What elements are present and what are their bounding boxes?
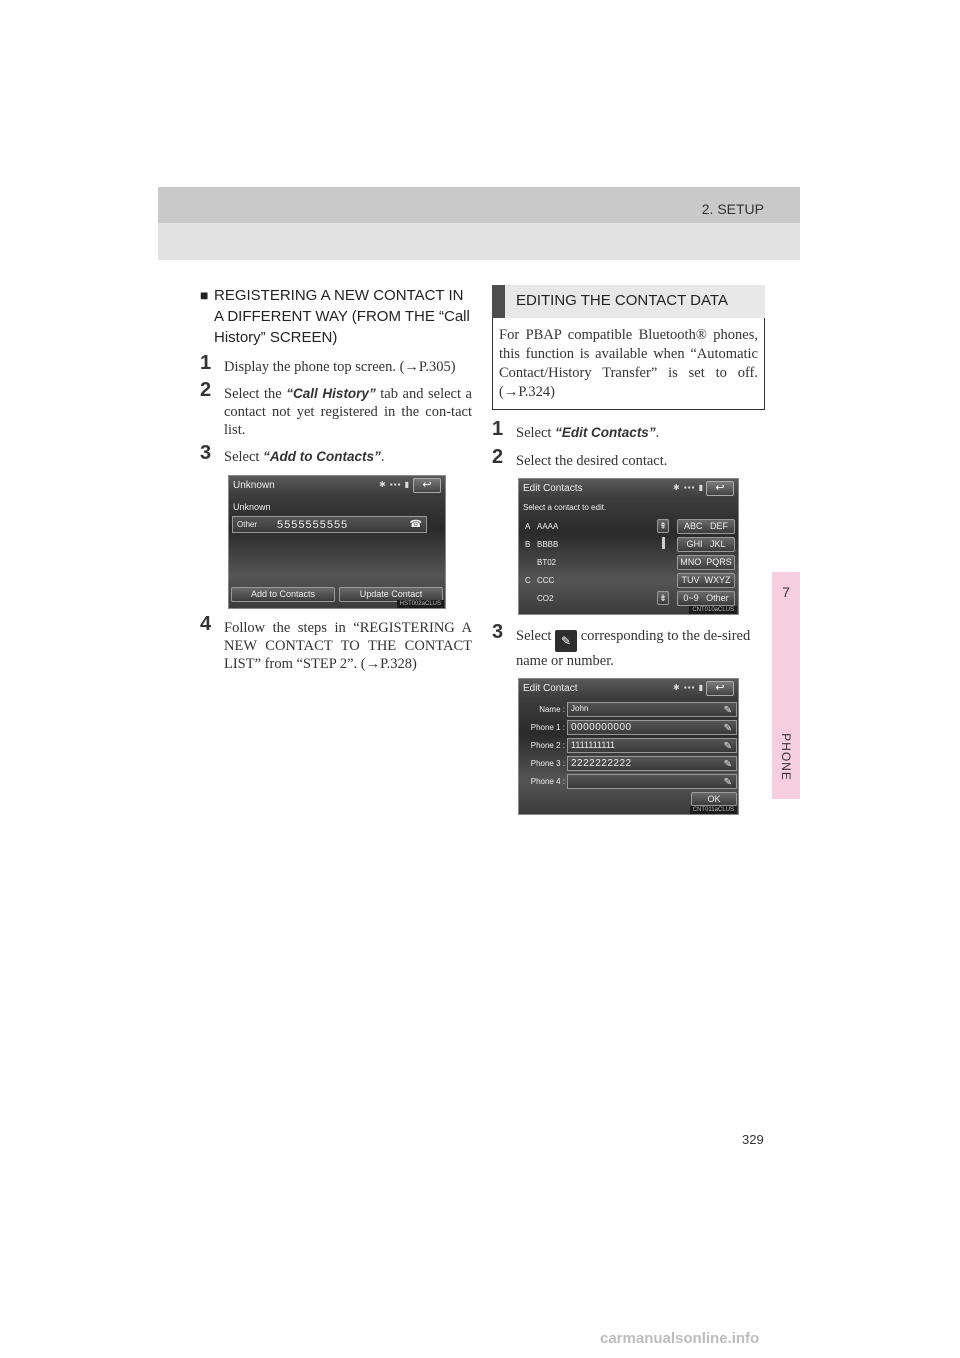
pencil-icon[interactable]: ✎: [723, 759, 732, 770]
image-code: HST002aCLUS: [397, 600, 444, 608]
step-text-pre: Select: [516, 628, 556, 644]
step-number: 2: [492, 446, 504, 468]
screen-title: Unknown: [233, 480, 275, 491]
phone-3-field[interactable]: [567, 756, 737, 771]
section-heading: EDITING THE CONTACT DATA: [516, 292, 728, 309]
step-number: 3: [200, 442, 212, 464]
edit-contact-screen: [518, 678, 739, 815]
step-2: [492, 446, 765, 470]
chapter-tab: [772, 572, 800, 799]
step-text: Display the phone top screen. (→P.305): [224, 359, 456, 375]
step-2: [200, 379, 472, 439]
field-label: Phone 4 :: [530, 777, 565, 786]
step-text-post: .: [380, 449, 385, 465]
contact-name: CO2: [537, 594, 554, 603]
key-tuv-wxyz[interactable]: [677, 573, 735, 588]
index-letter: A: [525, 522, 531, 531]
right-column: [492, 285, 765, 815]
contact-name: AAAA: [537, 522, 559, 531]
contact-row[interactable]: [519, 519, 669, 536]
step-number: 1: [492, 418, 504, 440]
contact-name: CCC: [537, 576, 555, 585]
field-label: Phone 2 :: [530, 741, 565, 750]
key-label: DEF: [710, 521, 729, 531]
contact-row[interactable]: [519, 537, 669, 554]
key-ghi-jkl[interactable]: [677, 537, 735, 552]
pencil-icon: ✎: [555, 630, 577, 652]
step-text-bold: “Edit Contacts”: [555, 425, 656, 440]
step-text-bold: “Call History”: [286, 386, 376, 401]
key-digits-other[interactable]: [677, 591, 735, 606]
status-icons: ✱ ▪▪▪ ▮: [673, 683, 705, 692]
step-text-pre: Select: [516, 425, 556, 441]
scroll-down-button[interactable]: ⇟: [657, 591, 669, 605]
pencil-icon[interactable]: ✎: [723, 777, 732, 788]
edit-contacts-screen: [518, 478, 739, 615]
field-value: 1111111111: [571, 740, 616, 750]
scroll-up-button[interactable]: ⇞: [657, 519, 669, 533]
screen-title: Edit Contacts: [523, 483, 583, 494]
step-4: [200, 613, 472, 673]
contact-name: BBBB: [537, 540, 559, 549]
field-value: 0000000000: [571, 722, 632, 733]
back-button[interactable]: ↩: [706, 681, 734, 696]
name-field[interactable]: [567, 702, 737, 717]
left-column: [200, 285, 472, 673]
contact-name: BT02: [537, 558, 557, 567]
field-value: John: [571, 704, 589, 713]
phone-number: 5555555555: [277, 519, 349, 531]
field-value: 2222222222: [571, 758, 632, 769]
step-number: 3: [492, 621, 504, 643]
step-number: 1: [200, 352, 212, 374]
status-icons: ✱ ▪▪▪ ▮: [379, 480, 411, 489]
pencil-icon[interactable]: ✎: [723, 705, 732, 716]
page-number: 329: [742, 1132, 764, 1147]
subsection-heading-text: REGISTERING A NEW CONTACT IN A DIFFERENT WAY (FROM THE “Call History” SCREEN): [214, 287, 470, 346]
key-label: MNO: [680, 557, 702, 567]
key-label: TUV: [681, 575, 700, 585]
step-1: [492, 418, 765, 442]
key-abc-def[interactable]: [677, 519, 735, 534]
step-text-bold: “Add to Contacts”: [263, 449, 381, 464]
step-text-post: corresponding to the de-sired name or number.: [516, 628, 751, 669]
update-contact-button[interactable]: Update Contact: [339, 587, 443, 602]
image-code: CNT011aCLUS: [690, 806, 737, 814]
step-3: [200, 442, 472, 466]
contact-row[interactable]: [519, 555, 669, 572]
square-bullet-icon: ■: [200, 287, 209, 303]
step-text-post: .: [655, 425, 660, 441]
chapter-label-wrap: [774, 722, 798, 792]
contact-row[interactable]: [519, 573, 669, 590]
ok-button[interactable]: OK: [691, 792, 737, 806]
key-label: PQRS: [706, 557, 732, 567]
index-letter: C: [525, 576, 531, 585]
pencil-icon[interactable]: ✎: [723, 741, 732, 752]
screen-subtitle: Select a contact to edit.: [523, 503, 607, 512]
step-number: 2: [200, 379, 212, 401]
section-title: 2. SETUP: [701, 201, 764, 217]
number-type: Other: [237, 520, 258, 529]
field-label: Phone 1 :: [530, 723, 565, 732]
field-label: Phone 3 :: [530, 759, 565, 768]
add-to-contacts-button[interactable]: Add to Contacts: [231, 587, 335, 602]
step-3: [492, 621, 765, 670]
key-label: 0~9: [683, 593, 699, 603]
step-number: 4: [200, 613, 212, 635]
step-text-pre: Select the: [224, 386, 287, 402]
key-label: ABC: [683, 521, 703, 531]
chapter-number: 7: [782, 584, 790, 600]
status-icons: ✱ ▪▪▪ ▮: [673, 483, 705, 492]
scroll-bar[interactable]: [662, 537, 665, 549]
back-button[interactable]: ↩: [706, 481, 734, 496]
step-text: Follow the steps in “REGISTERING A NEW CONTACT TO THE CONTACT LIST” from “STEP 2”. (→P.328): [224, 620, 472, 672]
screen-title: Edit Contact: [523, 683, 578, 694]
contact-name: Unknown: [233, 502, 271, 512]
step-text-pre: Select: [224, 449, 264, 465]
key-mno-pqrs[interactable]: [677, 555, 735, 570]
key-label: JKL: [710, 539, 726, 549]
image-code: CNT010aCLUS: [689, 606, 737, 614]
contact-row[interactable]: [519, 591, 669, 608]
back-button[interactable]: ↩: [413, 478, 441, 493]
note-box: [492, 318, 765, 410]
key-label: GHI: [686, 539, 703, 549]
subsection-heading: [200, 285, 472, 348]
step-text-post: tab and select a contact not yet registered in the con-tact list.: [224, 386, 472, 438]
phone-1-field[interactable]: [567, 720, 737, 735]
index-letter: B: [525, 540, 531, 549]
chapter-label: PHONE: [779, 733, 793, 781]
number-row[interactable]: [232, 516, 427, 533]
watermark: carmanualsonline.info: [600, 1330, 760, 1347]
step-text: Select the desired contact.: [516, 453, 668, 469]
key-label: Other: [706, 593, 729, 603]
header-band-lower: [158, 223, 800, 260]
step-1: [200, 352, 472, 376]
pencil-icon[interactable]: ✎: [723, 723, 732, 734]
phone-2-field[interactable]: [567, 738, 737, 753]
field-label: Name :: [539, 705, 565, 714]
phone-4-field[interactable]: [567, 774, 737, 789]
section-heading-box: [492, 285, 765, 318]
call-history-screen: [228, 475, 446, 609]
phone-icon: ☎: [409, 519, 422, 530]
note-text: For PBAP compatible Bluetooth® phones, this function is available when “Automatic Contact/History Transfer” is set to off. (→P.324): [499, 327, 758, 400]
key-label: WXYZ: [704, 575, 731, 585]
header-band: [158, 187, 800, 223]
